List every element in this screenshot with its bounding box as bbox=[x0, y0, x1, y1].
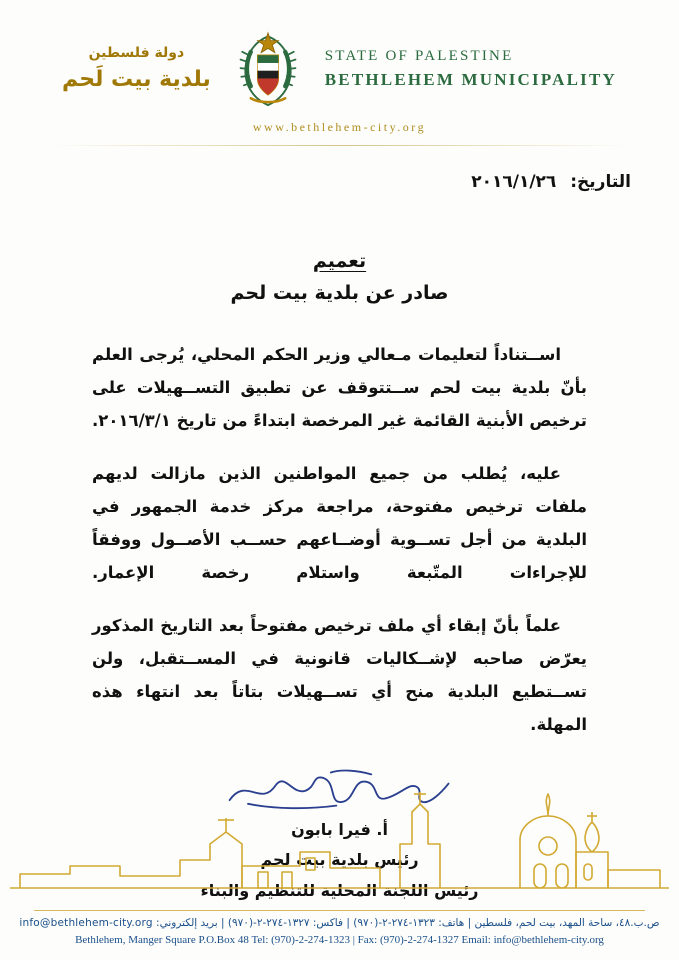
letterhead-arabic-state: دولة فلسطين bbox=[88, 45, 185, 61]
letterhead-english-state: STATE OF PALESTINE bbox=[324, 48, 514, 65]
body-paragraph: اســتناداً لتعليمات مـعالي وزير الحكم المحلي، يُرجى العلم بأنّ بلدية بيت لحم ســتتوقف عن تطبيق التســهيلات على ترخيص الأبنية القائمة غير المرخصة ابتداءً من تاريخ ٢٠١٦/٣/١. bbox=[92, 345, 587, 430]
footer-divider bbox=[34, 910, 645, 911]
footer-arabic-contact: ص.ب.٤٨، ساحة المهد، بيت لحم، فلسطين | هاتف: ١٣٢٣-٢٧٤-٢-(٩٧٠) | فاكس: ١٣٢٧-٢٧٤-٢-(٩٧٠) | بريد إلكتروني: info@bethlehem-city.org bbox=[19, 917, 660, 929]
body-paragraph: عليه، يُطلب من جميع المواطنين الذين مازالت لديهم ملفات ترخيص مفتوحة، مراجعة مركز خدمة الجمهور في البلدية من أجل تســوية أوضــاعهم حســب الأصــول ووفقاً للإجراءات المتّبعة واستلام رخصة الإعمار. bbox=[92, 464, 587, 582]
signatory-name: أ. فيرا بابون bbox=[291, 820, 388, 839]
letterhead-english bbox=[325, 47, 617, 91]
handwritten-signature-icon bbox=[0, 767, 679, 813]
letterhead-website: www.bethlehem-city.org bbox=[252, 120, 427, 134]
header-divider bbox=[48, 145, 632, 146]
document-body bbox=[92, 338, 587, 741]
signatory-role-committee: رئيس اللجنة المحلية للتنظيم والبناء bbox=[200, 880, 479, 900]
document-date bbox=[48, 172, 631, 192]
letterhead bbox=[0, 0, 679, 112]
letterhead-arabic bbox=[62, 45, 211, 93]
letterhead-arabic-municipality: بلدية بيت لَحم bbox=[61, 66, 211, 92]
signatory-role-mayor: رئيس بلدية بيت لحم bbox=[260, 850, 419, 870]
signature-block bbox=[0, 767, 679, 906]
palestine-emblem-eagle-icon bbox=[225, 26, 311, 112]
page-title: تعميم bbox=[312, 250, 367, 272]
date-value: ٢٠١٦/١/٢٦ bbox=[471, 172, 557, 192]
page-subtitle: صادر عن بلدية بيت لحم bbox=[230, 282, 449, 304]
date-label: التاريخ: bbox=[570, 172, 631, 192]
document-title-block bbox=[0, 250, 679, 304]
body-paragraph: علماً بأنّ إبقاء أي ملف ترخيص مفتوحاً بعد التاريخ المذكور يعرّض صاحبه لإشــكاليات قانونية في المســتقبل، ولن تســتطيع البلدية منح أي تســهيلات بتاتاً بعد انتهاء هذه المهلة. bbox=[92, 616, 587, 734]
footer-english-contact: Bethlehem, Manger Square P.O.Box 48 Tel: (970)-2-274-1323 | Fax: (970)-2-274-1327 Email: info@bethlehem-city.org bbox=[75, 934, 604, 946]
document-footer bbox=[0, 910, 679, 946]
letterhead-english-municipality: BETHLEHEM MUNICIPALITY bbox=[324, 69, 618, 89]
